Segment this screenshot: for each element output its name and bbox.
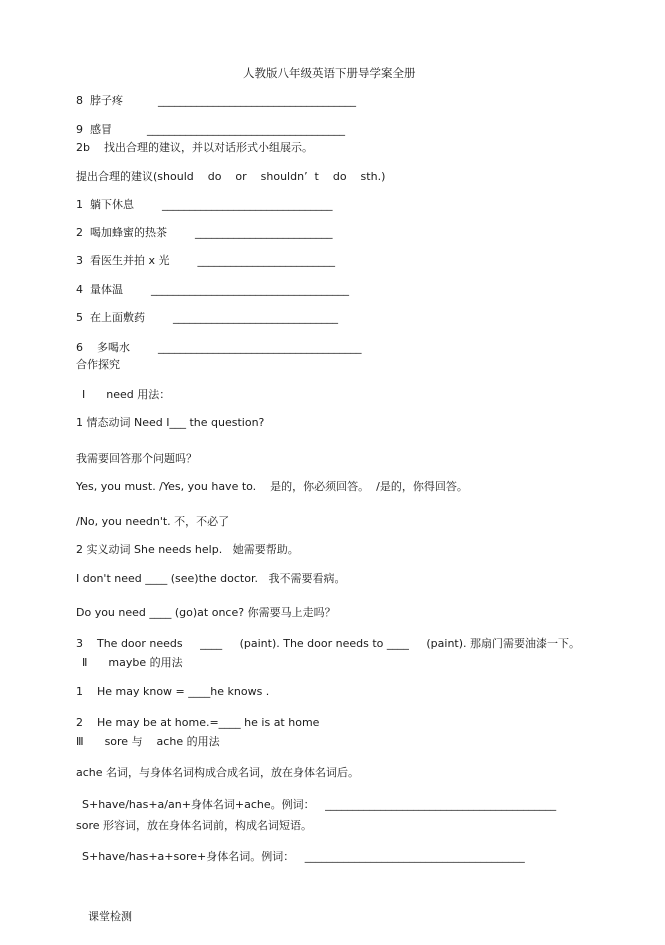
need-modal: 1 情态动词 Need I___ the question?	[76, 416, 265, 429]
page-title: 人教版八年级英语下册导学案全册	[243, 66, 416, 80]
suggestion-5: 5 在上面敷药 ______________________________	[76, 311, 338, 324]
need-door-example: 3 The door needs ____ (paint). The door needs to ____ (paint). 那扇门需要油漆一下。	[76, 637, 581, 650]
need-modal-answer-no: /No, you needn't. 不，不必了	[76, 515, 230, 528]
heading-maybe: Ⅱ maybe 的用法	[82, 656, 183, 669]
item-neck-ache: 8 脖子疼 ____________________________________	[76, 94, 356, 107]
need-modal-answer-yes: Yes, you must. /Yes, you have to. 是的，你必须回答。 /是的，你得回答。	[76, 480, 468, 493]
sore-explanation: sore 形容词，放在身体名词前，构成名词短语。	[76, 819, 313, 832]
ache-explanation: ache 名词，与身体名词构成合成名词，放在身体名词后。	[76, 766, 360, 779]
maybe-example-1: 1 He may know = ____he knows .	[76, 685, 270, 698]
need-verb-example-2: Do you need ____ (go)at once? 你需要马上走吗？	[76, 606, 336, 619]
heading-sore-ache: Ⅲ sore 与 ache 的用法	[76, 735, 220, 748]
section-2b: 2b 找出合理的建议，并以对话形式小组展示。	[76, 141, 313, 154]
suggestion-6: 6 多喝水 _____________________________________	[76, 341, 362, 354]
section-cooperative: 合作探究	[76, 358, 120, 371]
ache-pattern: S+have/has+a/an+身体名词+ache。例词： __________________________________________	[82, 798, 557, 811]
suggestion-4: 4 量体温 ____________________________________	[76, 283, 349, 296]
item-cold: 9 感冒 ____________________________________	[76, 123, 345, 136]
need-verb: 2 实义动词 She needs help. 她需要帮助。	[76, 543, 299, 556]
maybe-example-2: 2 He may be at home.=____ he is at home	[76, 716, 320, 729]
heading-need: Ⅰ need 用法：	[82, 388, 171, 401]
suggestion-1: 1 躺下休息 _______________________________	[76, 198, 333, 211]
suggestion-2: 2 喝加蜂蜜的热茶 _________________________	[76, 226, 333, 239]
sore-pattern: S+have/has+a+sore+身体名词。例词： ________________________________________	[82, 850, 525, 863]
section-classroom-check: 课堂检测	[88, 910, 132, 923]
suggestion-3: 3 看医生并拍 x 光 _________________________	[76, 254, 335, 267]
need-modal-cn: 我需要回答那个问题吗？	[76, 452, 197, 465]
need-verb-example-1: I don't need ____ (see)the doctor. 我不需要看病。	[76, 572, 346, 585]
suggestion-instruction: 提出合理的建议(should do or shouldn’ t do sth.)	[76, 170, 386, 183]
